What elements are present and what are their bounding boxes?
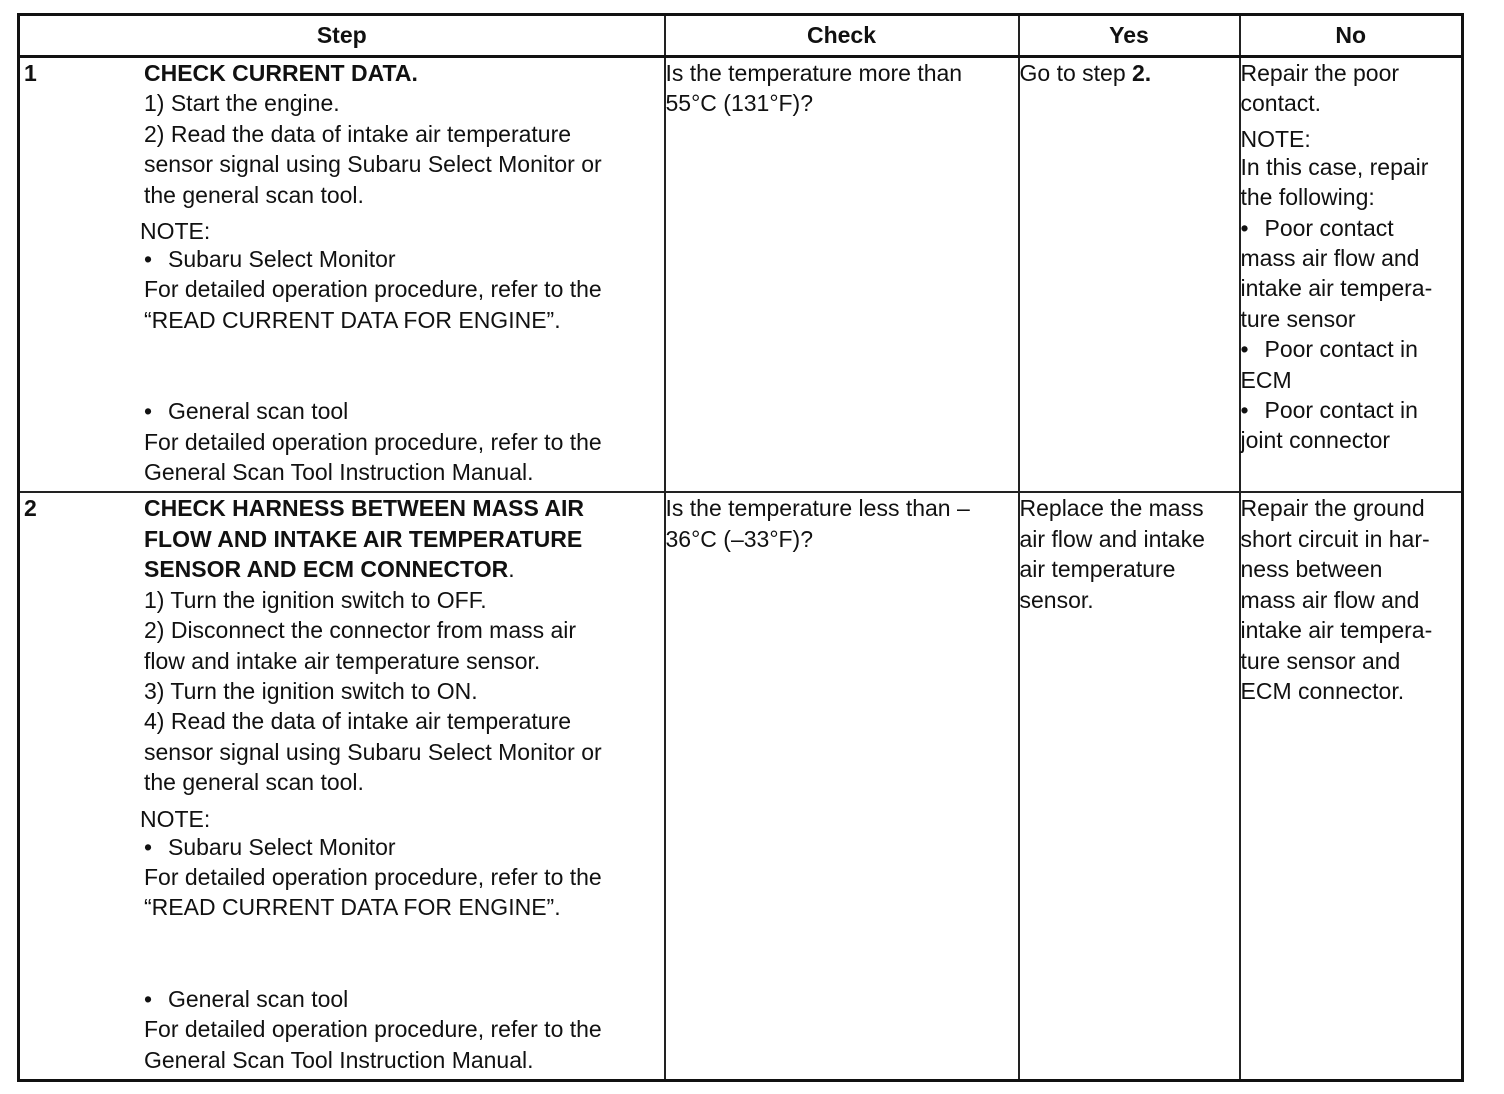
bullet-item <box>144 832 664 862</box>
step-title-text: SENSOR AND ECM CONNECTOR <box>144 556 509 583</box>
bullet-text: Subaru Select Monitor <box>168 833 396 860</box>
step-instruction: 1) Start the engine. <box>144 90 340 117</box>
step-title: CHECK HARNESS BETWEEN MASS AIR <box>144 495 585 522</box>
yes-text <box>1020 58 1239 88</box>
reference-text: General Scan Tool Instruction Manual. <box>144 1046 534 1073</box>
step-instruction: sensor signal using Subaru Select Monitor or <box>144 151 602 178</box>
table-row <box>19 57 1463 493</box>
yes-text: sensor. <box>1019 586 1094 613</box>
no-cell <box>1240 492 1463 1080</box>
no-text: Repair the ground <box>1240 495 1425 522</box>
header-yes: Yes <box>1019 15 1240 57</box>
reference-text: For detailed operation procedure, refer to the <box>144 1016 602 1043</box>
bullet-text: General scan tool <box>168 985 349 1012</box>
yes-step-link[interactable]: 2. <box>1132 60 1152 86</box>
bullet-item <box>1241 334 1462 364</box>
step-instruction: 1) Turn the ignition switch to OFF. <box>144 586 487 613</box>
bullet-text: General scan tool <box>168 398 349 425</box>
header-row <box>19 15 1463 57</box>
no-text: ture sensor <box>1240 305 1356 332</box>
step-title: FLOW AND INTAKE AIR TEMPERATURE <box>144 525 583 552</box>
step-title <box>144 554 664 584</box>
yes-text: air temperature <box>1019 556 1176 583</box>
bullet-text: Subaru Select Monitor <box>168 246 396 273</box>
diagnostic-table <box>17 13 1464 1082</box>
no-text: ECM connector. <box>1240 677 1405 704</box>
no-text: ECM <box>1240 366 1292 393</box>
step-instruction: sensor signal using Subaru Select Monitor or <box>144 738 602 765</box>
step-instruction: the general scan tool. <box>144 769 364 796</box>
no-text: joint connector <box>1240 427 1391 454</box>
no-text: ness between <box>1240 556 1383 583</box>
no-text: short circuit in har- <box>1240 525 1430 552</box>
yes-text: Replace the mass <box>1019 495 1204 522</box>
bullet-icon: • <box>144 985 153 1012</box>
yes-cell <box>1019 492 1240 1080</box>
reference-text: General Scan Tool Instruction Manual. <box>144 459 534 486</box>
bullet-icon: • <box>144 398 153 425</box>
no-cell <box>1240 57 1463 493</box>
no-text: intake air tempera- <box>1240 617 1433 644</box>
check-text: 55°C (131°F)? <box>665 90 814 117</box>
no-text: Repair the poor <box>1240 60 1400 86</box>
bullet-icon: • <box>1240 397 1249 424</box>
bullet-icon: • <box>144 833 153 860</box>
step-instruction: 2) Disconnect the connector from mass air <box>144 617 577 644</box>
reference-text: “READ CURRENT DATA FOR ENGINE”. <box>144 894 561 921</box>
check-text: Is the temperature more than <box>665 60 963 86</box>
no-text: In this case, repair <box>1240 153 1429 180</box>
bullet-item <box>1241 213 1462 243</box>
step-number: 2 <box>24 495 37 522</box>
table-row <box>19 492 1463 1080</box>
no-text: mass air flow and <box>1240 586 1420 613</box>
check-text: Is the temperature less than – <box>665 495 970 522</box>
note-label: NOTE: <box>140 218 211 245</box>
no-text: intake air tempera- <box>1240 275 1433 302</box>
no-text: mass air flow and <box>1240 245 1420 272</box>
bullet-item <box>1241 395 1462 425</box>
step-instruction: flow and intake air temperature sensor. <box>144 647 541 674</box>
reference-text: For detailed operation procedure, refer to the <box>144 863 602 890</box>
reference-text: For detailed operation procedure, refer to the <box>144 276 602 303</box>
no-text: contact. <box>1240 90 1322 117</box>
step-title-dot: . <box>508 556 515 583</box>
bullet-item <box>144 984 664 1014</box>
no-text: ture sensor and <box>1240 647 1401 674</box>
bullet-item <box>144 396 664 426</box>
yes-cell <box>1019 57 1240 493</box>
spacer <box>144 335 664 396</box>
step-title: CHECK CURRENT DATA. <box>144 60 418 86</box>
note-label: NOTE: <box>1240 125 1311 152</box>
bullet-icon: • <box>144 246 153 273</box>
step-instruction: 4) Read the data of intake air temperature <box>144 708 572 735</box>
check-cell <box>665 57 1019 493</box>
reference-text: For detailed operation procedure, refer to the <box>144 428 602 455</box>
header-check: Check <box>665 15 1019 57</box>
no-text: the following: <box>1240 184 1375 211</box>
bullet-text: Poor contact in <box>1264 336 1418 363</box>
spacer <box>144 923 664 984</box>
bullet-icon: • <box>1240 214 1249 241</box>
check-text: 36°C (–33°F)? <box>665 525 814 552</box>
step-instruction: 2) Read the data of intake air temperature <box>144 120 572 147</box>
step-cell <box>19 57 665 493</box>
check-cell <box>665 492 1019 1080</box>
reference-text: “READ CURRENT DATA FOR ENGINE”. <box>144 306 561 333</box>
note-label: NOTE: <box>140 805 211 832</box>
header-no: No <box>1240 15 1463 57</box>
header-step: Step <box>19 15 665 57</box>
yes-text: air flow and intake <box>1019 525 1205 552</box>
bullet-item <box>144 244 664 274</box>
step-instruction: the general scan tool. <box>144 181 364 208</box>
step-instruction: 3) Turn the ignition switch to ON. <box>144 677 478 704</box>
bullet-text: Poor contact in <box>1264 397 1418 424</box>
step-number: 1 <box>24 60 37 86</box>
yes-prefix: Go to step <box>1019 60 1133 86</box>
bullet-icon: • <box>1240 336 1249 363</box>
step-cell <box>19 492 665 1080</box>
bullet-text: Poor contact <box>1264 214 1394 241</box>
